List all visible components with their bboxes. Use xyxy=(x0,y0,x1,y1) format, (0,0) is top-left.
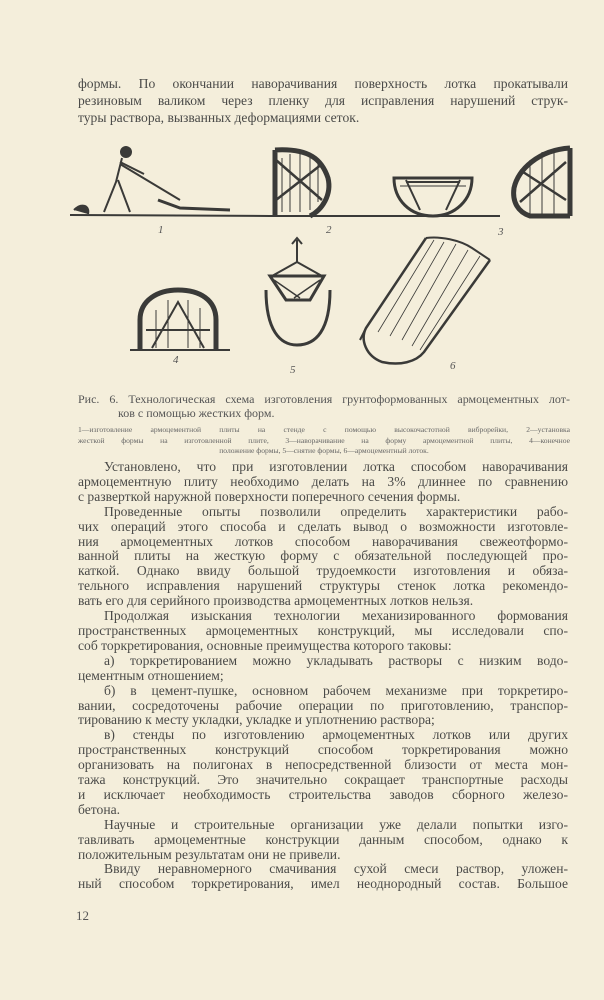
text-line: Научные и строительные организации уже делали попытки изго- xyxy=(104,816,568,832)
text-line: Проведенные опыты позволили определить характеристики рабо- xyxy=(104,503,568,519)
figure-label-1: 1 xyxy=(158,224,164,236)
paragraph xyxy=(78,684,568,729)
text-line: вании, сосредоточены рабочие операции по приготовлению, транспор- xyxy=(78,697,568,713)
text-line: цементным отношением; xyxy=(78,667,224,683)
text-line: соб торкретирования, основные преимущества которого таковы: xyxy=(78,637,452,653)
figure-label-5: 5 xyxy=(290,364,296,376)
stage-1-illustration xyxy=(70,147,270,216)
text-line: в) стенды по изготовлению армоцементных лотков или других xyxy=(104,727,568,743)
caption-note-line: жесткой формы на изготовленной плите, 3—наворачивание на форму армоцементной плиты, 4—конечное xyxy=(78,435,570,445)
text-line: каткой. Однако ввиду большой трудоемкости изготовления и обяза- xyxy=(78,563,568,579)
text-line: вать его для серийного производства армоцементных лотков нельзя. xyxy=(78,593,474,609)
text-line: б) в цемент-пушке, основном рабочем механизме при торкретиро- xyxy=(104,682,568,698)
text-line: пространственных конструкций способом торкретирования можно xyxy=(78,742,568,758)
text-line: резиновым валиком через пленку для исправления нарушений струк- xyxy=(78,92,568,108)
figure-6 xyxy=(60,140,590,380)
text-line: ния армоцементных лотков способом наворачивания свежеотформо- xyxy=(78,533,568,549)
text-line: тельного исправления нарушений структуры стенок лотка рекомендо- xyxy=(78,578,568,594)
body-text xyxy=(78,460,568,892)
text-line: Ввиду неравномерного смачивания сухой смеси раствор, уложен- xyxy=(104,861,568,877)
figure-label-3: 3 xyxy=(498,226,504,238)
text-line: ванной плиты на жесткую форму с обязательной последующей про- xyxy=(78,548,568,564)
stage-5-illustration xyxy=(266,238,330,345)
text-line: и исключает необходимость строительства заводов сборного железо- xyxy=(78,786,568,802)
text-line: положительным результатам они не привели. xyxy=(78,846,341,862)
text-line: а) торкретированием можно укладывать растворы с низким водо- xyxy=(104,652,568,668)
caption-note-line: положение формы, 5—снятие формы, 6—армоцементный лоток. xyxy=(219,446,429,456)
technological-scheme-drawing xyxy=(60,140,590,380)
stage-3a-illustration xyxy=(380,178,500,216)
paragraph xyxy=(78,728,568,817)
text-line: Установлено, что при изготовлении лотка способом наворачивания xyxy=(104,459,568,474)
text-line: туры раствора, вызванных деформациями сеток. xyxy=(78,109,360,125)
figure-label-2: 2 xyxy=(326,224,332,236)
text-line: формы. По окончании наворачивания поверхность лотка прокатывали xyxy=(78,76,568,91)
caption-line: Рис. 6. Технологическая схема изготовления грунтоформованных армоцементных лот- xyxy=(78,392,570,406)
figure-label-6: 6 xyxy=(450,360,456,372)
figure-label-4: 4 xyxy=(173,354,179,366)
top-paragraph xyxy=(78,76,568,126)
caption-note-line: 1—изготовление армоцементной плиты на стенде с помощью высокочастотной виброрейки, 2—установка xyxy=(78,425,570,434)
paragraph xyxy=(78,609,568,654)
text-line: чих операций этого способа и сделать вывод о возможности изготовле- xyxy=(78,518,568,534)
paragraph xyxy=(78,505,568,609)
text-line: ный способом торкретирования, имел неоднородный состав. Большое xyxy=(78,876,568,892)
text-line: организовать на полигонах в непосредственной близости от места мон- xyxy=(78,757,568,773)
text-line: пространственных армоцементных конструкций, мы исследовали спо- xyxy=(78,622,568,638)
text-line: Продолжая изыскания технологии механизированного формования xyxy=(104,608,568,624)
text-line: тированию к месту укладки, укладке и уплотнению раствора; xyxy=(78,712,435,728)
text-line: тавливать армоцементные конструкции данным способом, однако к xyxy=(78,831,568,847)
text-line: с разверткой наружной поверхности поперечного сечения формы. xyxy=(78,488,461,504)
stage-2-illustration xyxy=(270,150,380,216)
page-number: 12 xyxy=(76,908,89,923)
paragraph xyxy=(78,818,568,863)
text-line: тажа конструкций. Это значительно сокращает транспортные расходы xyxy=(78,772,568,788)
stage-3b-illustration xyxy=(514,148,570,216)
text-line: бетона. xyxy=(78,801,121,817)
caption-line: ков с помощью жестких форм. xyxy=(118,406,275,420)
stage-4-illustration xyxy=(130,290,230,350)
stage-6-illustration xyxy=(360,237,490,363)
figure-caption xyxy=(78,392,570,456)
paragraph xyxy=(78,460,568,505)
paragraph xyxy=(78,862,568,892)
paragraph xyxy=(78,654,568,684)
text-line: армоцементную плиту необходимо делать на 3% длиннее по сравнению xyxy=(78,473,568,489)
